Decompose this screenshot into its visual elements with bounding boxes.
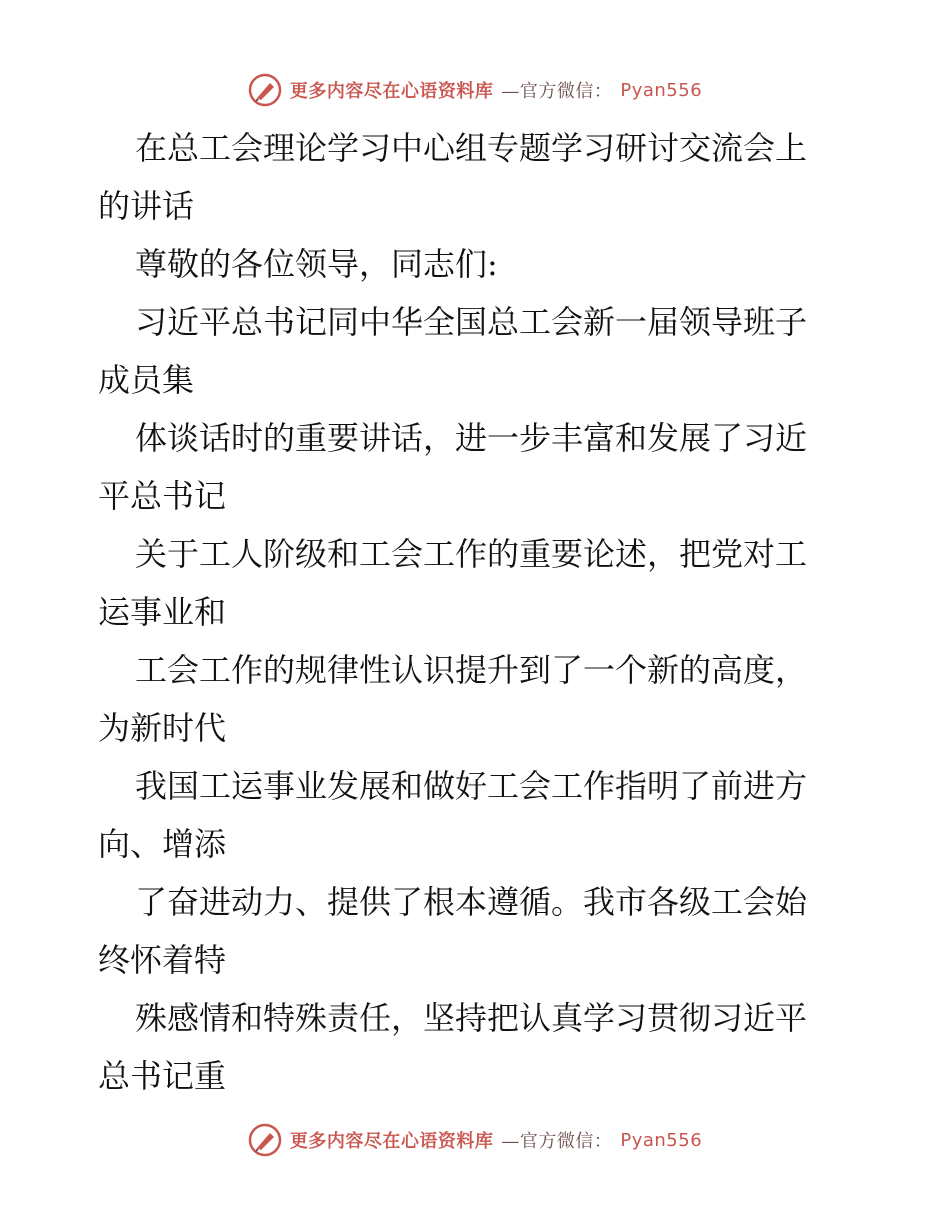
doc-line: 殊感情和特殊责任，坚持把认真学习贯彻习近平 xyxy=(135,999,808,1037)
watermark-label: —官方微信： xyxy=(501,81,613,102)
doc-line: 工会工作的规律性认识提升到了一个新的高度， xyxy=(135,651,808,689)
doc-line: 终怀着特 xyxy=(98,941,227,979)
doc-line: 运事业和 xyxy=(98,593,227,631)
doc-line: 体谈话时的重要讲话，进一步丰富和发展了习近 xyxy=(135,419,808,457)
pen-logo-icon xyxy=(248,73,282,107)
doc-line: 在总工会理论学习中心组专题学习研讨交流会上 xyxy=(135,129,808,167)
watermark-brand: 更多内容尽在心语资料库 xyxy=(289,81,494,102)
doc-line: 平总书记 xyxy=(98,477,227,515)
doc-line: 关于工人阶级和工会工作的重要论述，把党对工 xyxy=(135,535,808,573)
watermark-wechat-id: Pyan556 xyxy=(620,1129,703,1151)
doc-line: 向、增添 xyxy=(98,825,227,863)
doc-line: 我国工运事业发展和做好工会工作指明了前进方 xyxy=(135,767,808,805)
watermark-header xyxy=(0,70,950,110)
doc-line: 习近平总书记同中华全国总工会新一届领导班子 xyxy=(135,303,808,341)
doc-line: 尊敬的各位领导，同志们: xyxy=(135,245,498,283)
doc-line: 为新时代 xyxy=(98,709,227,747)
pen-logo-icon xyxy=(248,1123,282,1157)
doc-line: 了奋进动力、提供了根本遵循。我市各级工会始 xyxy=(135,883,808,921)
doc-line: 总书记重 xyxy=(98,1057,227,1095)
doc-line: 成员集 xyxy=(98,361,195,399)
doc-line: 的讲话 xyxy=(98,187,195,225)
watermark-label: —官方微信： xyxy=(501,1131,613,1152)
watermark-footer xyxy=(0,1120,950,1160)
watermark-brand: 更多内容尽在心语资料库 xyxy=(289,1131,494,1152)
watermark-wechat-id: Pyan556 xyxy=(620,79,703,101)
